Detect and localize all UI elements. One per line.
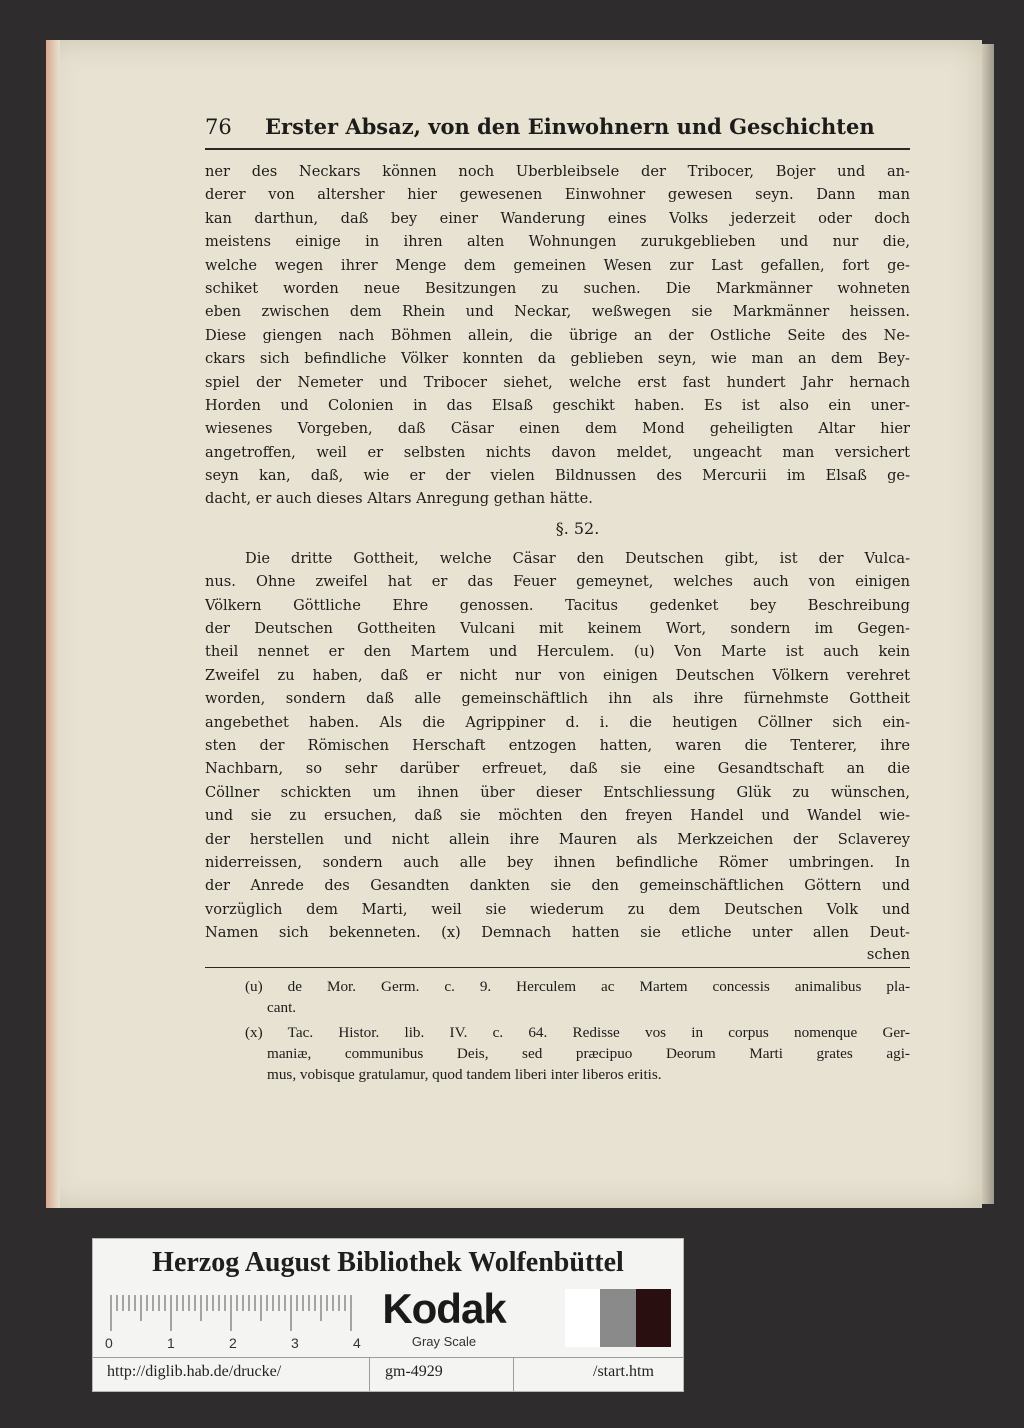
text-line: dacht, er auch dieses Altars Anregung gethan hätte. — [205, 490, 593, 508]
gray-patch — [600, 1289, 635, 1347]
text-line: kan darthun, daß bey einer Wanderung eines Volks jederzeit oder doch — [205, 209, 910, 227]
library-label-card — [92, 1238, 684, 1392]
footnote-line: maniæ, communibus Deis, sed præcipuo Deorum Marti grates agi- — [267, 1044, 910, 1062]
text-line: derer von altersher hier gewesenen Einwohner gewesen seyn. Dann man — [205, 186, 910, 204]
text-line: Diese giengen nach Böhmen allein, die übrige an der Ostliche Seite des Ne- — [205, 326, 910, 344]
running-title: Erster Absaz, von den Einwohnern und Geschichten — [265, 114, 875, 139]
text-line: meistens einige in ihren alten Wohnungen zurukgeblieben und nur die, — [205, 233, 910, 251]
gray-scale-label: Gray Scale — [411, 1334, 477, 1349]
text-line: sten der Römischen Herschaft entzogen hatten, waren die Tenterer, ihre — [205, 736, 910, 754]
footnote-line: cant. — [267, 998, 297, 1016]
text-line: Namen sich bekenneten. (x) Demnach hatten sie etliche unter allen Deut- — [205, 924, 910, 942]
section-heading: §. 52. — [555, 518, 600, 538]
text-line: der Anrede des Gesandten dankten sie den gemeinschäftlichen Göttern und — [205, 877, 910, 895]
gray-patch — [565, 1289, 600, 1347]
text-line: Zweifel zu haben, daß er nicht nur von einigen Deutschen Völkern verehret — [205, 666, 910, 684]
label-shelfmark: gm-4929 — [385, 1363, 443, 1380]
paragraph-2 — [205, 547, 910, 945]
text-line: eben zwischen dem Rhein und Neckar, weßwegen sie Markmänner heissen. — [205, 303, 910, 321]
text-line: welche wegen ihrer Menge dem gemeinen Wesen zur Last gefallen, fort ge- — [205, 256, 910, 274]
gray-patch — [636, 1289, 671, 1347]
text-line: worden, sondern daß alle gemeinschäftlich ihn als ihre fürnehmste Gottheit — [205, 690, 910, 708]
paragraph-1 — [205, 160, 910, 511]
text-line: wiesenes Vorgeben, daß Cäsar einen dem Mond geheiligten Altar hier — [205, 420, 910, 438]
label-separator — [369, 1358, 370, 1391]
footnote-line: (u) de Mor. Germ. c. 9. Herculem ac Martem concessis animalibus pla- — [245, 977, 910, 995]
text-line: Die dritte Gottheit, welche Cäsar den Deutschen gibt, ist der Vulca- — [245, 549, 910, 567]
text-line: niderreissen, sondern auch alle bey ihnen befindliche Römer umbringen. In — [205, 853, 910, 871]
text-line: angebethet haben. Als die Agrippiner d. i. die heutigen Cöllner sich ein- — [205, 713, 910, 731]
footnote-u — [205, 976, 910, 1018]
text-line: theil nennet er den Martem und Herculem. (u) Von Marte ist auch kein — [205, 643, 910, 661]
scale-digit: 0 — [105, 1335, 113, 1351]
catchword: schen — [866, 945, 910, 963]
label-divider — [93, 1357, 683, 1358]
gray-scale-patches — [565, 1289, 671, 1347]
text-line: ner des Neckars können noch Uberbleibsele der Tribocer, Bojer und an- — [205, 163, 910, 180]
label-start: /start.htm — [593, 1363, 654, 1380]
running-head — [205, 114, 910, 148]
label-separator — [513, 1358, 514, 1391]
footnote-rule — [205, 967, 910, 968]
header-rule — [205, 148, 910, 150]
text-line: vorzüglich dem Marti, weil sie wiederum zu dem Deutschen Volk und — [205, 900, 910, 918]
footnotes — [205, 976, 910, 1085]
page-edge-right — [982, 44, 994, 1204]
text-line: Horden und Colonien in das Elsaß geschikt haben. Es ist also ein uner- — [205, 396, 910, 414]
library-name: Herzog August Bibliothek Wolfenbüttel — [152, 1247, 624, 1278]
text-block — [205, 114, 910, 1089]
text-line: und sie zu ersuchen, daß sie möchten den freyen Handel und Wandel wie- — [205, 807, 910, 825]
label-url: http://diglib.hab.de/drucke/ — [107, 1363, 282, 1380]
text-line: schiket worden neue Besitzungen zu suchen. Die Markmänner wohneten — [205, 279, 910, 297]
page-number: 76 — [205, 115, 232, 139]
scale-digit: 1 — [167, 1335, 175, 1351]
text-line: angetroffen, weil er selbsten nichts davon meldet, ungeacht man versichert — [205, 443, 910, 461]
footnote-x — [205, 1022, 910, 1085]
page-edge-left — [46, 40, 60, 1208]
text-line: ckars sich befindliche Völker konnten da geblieben seyn, wie man an dem Bey- — [205, 350, 910, 368]
scale-ruler — [109, 1291, 355, 1335]
scale-digit: 4 — [353, 1335, 361, 1351]
text-line: nus. Ohne zweifel hat er das Feuer gemeynet, welches auch von einigen — [205, 573, 910, 591]
scale-digit: 3 — [291, 1335, 299, 1351]
text-line: der herstellen und nicht allein ihre Mauren als Merkzeichen der Sclaverey — [205, 830, 910, 848]
text-line: Cöllner schickten um ihnen über dieser Entschliessung Glük zu wünschen, — [205, 783, 910, 801]
text-line: Nachbarn, so sehr darüber erfreuet, daß sie eine Gesandtschaft an die — [205, 760, 910, 778]
scale-digit: 2 — [229, 1335, 237, 1351]
text-line: Völkern Göttliche Ehre genossen. Tacitus gedenket bey Beschreibung — [205, 596, 910, 614]
text-line: der Deutschen Gottheiten Vulcani mit keinem Wort, sondern im Gegen- — [205, 620, 910, 638]
footnote-line: mus, vobisque gratulamur, quod tandem liberi inter liberos eritis. — [267, 1065, 662, 1083]
kodak-logo: Kodak — [382, 1285, 506, 1332]
footnote-line: (x) Tac. Histor. lib. IV. c. 64. Redisse vos in corpus nomenque Ger- — [245, 1023, 910, 1041]
text-line: seyn kan, daß, wie er der vielen Bildnussen des Mercurii im Elsaß ge- — [205, 467, 910, 485]
text-line: spiel der Nemeter und Tribocer siehet, welche erst fast hundert Jahr hernach — [205, 373, 910, 391]
